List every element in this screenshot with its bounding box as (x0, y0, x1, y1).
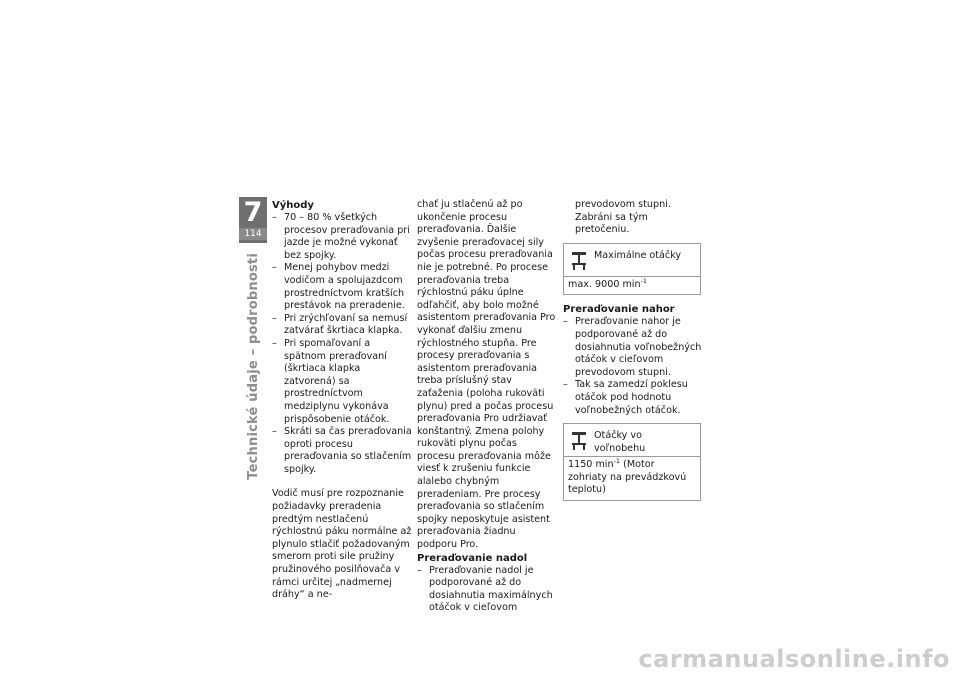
chapter-tab (239, 197, 267, 243)
spec-box-max-rpm (563, 243, 701, 296)
list-item: – Menej pohybov medzi vodičom a spolujazdcom prostredníctvom kratších prestávok na preradenie. (272, 262, 412, 312)
advantages-list (272, 212, 412, 476)
spec-box-idle-rpm (563, 423, 701, 501)
spec-value: max. 9000 $\min^{-1}$ (564, 276, 700, 295)
body-paragraph: Vodič musí pre rozpoznanie požiadavky preradenia predtým nestlačenú rýchlostnú páku normálne až plynulo stlačiť požadovaným smerom proti sile pružiny pružinového posilňovača v rámci určitej „nadmernej dráhy“ a ne- (272, 488, 412, 601)
chapter-number: 7 (243, 197, 263, 228)
column-1 (272, 199, 412, 602)
list-item: – Preraďovanie nahor je podporované až do dosiahnutia voľnobežných otáčok v cieľovom prevodovom stupni. (563, 316, 703, 379)
page-number: 114 (239, 228, 267, 240)
list-item: – Preraďovanie nadol je podporované až do dosiahnutia maximálnych otáčok v cieľovom (417, 565, 557, 615)
list-item: – Pri zrýchľovaní sa nemusí zatvárať škrtiaca klapka. (272, 313, 412, 338)
list-item: – Tak sa zamedzí poklesu otáčok pod hodnotu voľnobežných otáčok. (563, 379, 703, 417)
body-paragraph: chať ju stlačenú až po ukončenie procesu preraďovania. Ďalšie zvyšenie preraďovacej sily počas procesu preraďovania nie je potrebné. Po procese preraďovania treba rýchlostnú páku úplne odľahčiť, aby bolo možné asistentom preraďovania Pro vykonať ďalšiu zmenu rýchlostného stupňa. Pre procesy preraďovania s asistentom preraďovania treba príslušný stav zaťaženia (poloha rukoväti plynu) pred a počas procesu preraďovania Pro udržiavať konštantný. Zmena polohy rukoväti plynu počas procesu preraďovania môže viesť k zrušeniu funkcie alalebo chybným preradeniam. Pre procesy preraďovania so stlačením spojky neposkytuje asistent preraďovania žiadnu podporu Pro. (417, 199, 556, 551)
spec-label: Maximálne otáčky (594, 249, 682, 261)
engine-rpm-icon (570, 250, 588, 272)
downshift-list (417, 565, 557, 615)
upshift-list (563, 316, 703, 417)
heading-advantages: Výhody (272, 200, 314, 211)
engine-rpm-icon (570, 430, 588, 452)
side-chapter-title (239, 253, 267, 485)
heading-downshift: Preraďovanie nadol (417, 552, 528, 564)
continuation-text: prevodovom stupni. Zabráni sa tým pretočeniu. (575, 199, 671, 236)
heading-upshift: Preraďovanie nahor (563, 304, 675, 316)
column-2 (417, 199, 557, 615)
list-item: – Pri spomaľovaní a spätnom preraďovaní (škrtiaca klapka zatvorená) sa prostredníctvom medziplynu vykonáva prispôsobenie otáčok. (272, 338, 412, 426)
spec-value: 1150 $\min^{-1}$ (Motor zohriaty na prevádzkovú teplotu) (564, 456, 700, 500)
column-3 (563, 199, 703, 509)
side-chapter-title-text: Technické údaje – podrobnosti (245, 253, 261, 480)
list-item: – Skráti sa čas preraďovania oproti procesu preraďovania so stlačením spojky. (272, 426, 412, 476)
watermark: carmanualsonline.info (638, 645, 950, 673)
spec-label: Otáčky vo voľnobehu (594, 430, 646, 454)
list-item: – 70 – 80 % všetkých procesov preraďovania pri jazde je možné vykonať bez spojky. (272, 212, 412, 262)
